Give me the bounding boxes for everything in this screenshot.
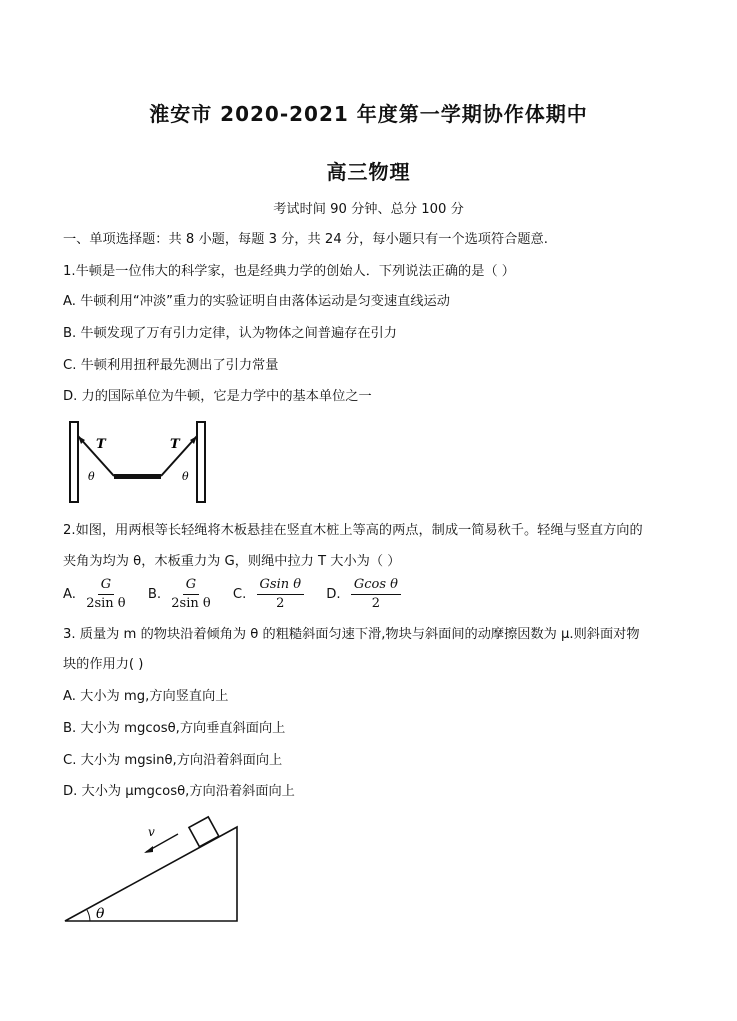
left-post — [70, 422, 78, 502]
q3-option-d: D. 大小为 μmgcosθ,方向沿着斜面向上 — [63, 784, 295, 799]
q3-stem-line1: 3. 质量为 m 的物块沿着倾角为 θ 的粗糙斜面匀速下滑,物块与斜面间的动摩擦因数为 μ.则斜面对物 — [63, 627, 640, 642]
velocity-label: v — [148, 825, 155, 839]
document-title: 淮安市 2020-2021 年度第一学期协作体期中 — [149, 102, 588, 126]
q2-option-c-den: 2 — [276, 596, 285, 611]
right-post — [197, 422, 205, 502]
q2-option-b-letter: B. — [147, 587, 162, 602]
q2-option-d-fraction — [351, 577, 401, 611]
q2-option-b — [147, 577, 221, 611]
left-angle-label: θ — [88, 470, 95, 483]
angle-arc — [87, 910, 90, 921]
q2-option-b-fraction — [171, 577, 210, 611]
incline-angle-label: θ — [96, 906, 105, 922]
swing-board — [114, 474, 161, 479]
q2-options — [63, 577, 407, 613]
q2-option-a — [63, 577, 136, 611]
q3-stem-line2: 块的作用力( ) — [63, 657, 144, 672]
q3-option-c: C. 大小为 mgsinθ,方向沿着斜面向上 — [63, 753, 283, 768]
q2-option-c-num: Gsin θ — [257, 577, 305, 595]
q1-option-d: D. 力的国际单位为牛顿，它是力学中的基本单位之一 — [63, 389, 372, 404]
q2-option-b-den: 2sin θ — [171, 596, 211, 611]
q2-stem-line2: 夹角为均为 θ，木板重力为 G，则绳中拉力 T 大小为（ ） — [63, 554, 401, 569]
q2-option-c — [232, 577, 314, 611]
q2-option-d-letter: D. — [326, 587, 341, 602]
q2-option-d-den: 2 — [371, 596, 381, 611]
q3-option-a: A. 大小为 mg,方向竖直向上 — [63, 689, 229, 704]
q2-option-c-fraction — [257, 577, 305, 611]
document-subtitle: 高三物理 — [326, 160, 411, 184]
left-tension-label: T — [96, 437, 106, 452]
sliding-block — [189, 817, 219, 847]
q1-stem: 1.牛顿是一位伟大的科学家，也是经典力学的创始人．下列说法正确的是（ ） — [63, 264, 515, 279]
q2-option-a-num: G — [98, 577, 114, 595]
exam-info: 考试时间 90 分钟、总分 100 分 — [273, 202, 464, 217]
q2-stem-line1: 2.如图，用两根等长轻绳将木板悬挂在竖直木桩上等高的两点，制成一简易秋千。轻绳与竖直方向的 — [63, 523, 643, 538]
q1-option-a: A. 牛顿利用“冲淡”重力的实验证明自由落体运动是匀变速直线运动 — [63, 294, 450, 309]
q1-option-c: C. 牛顿利用扭秤最先测出了引力常量 — [63, 358, 279, 373]
q2-option-a-letter: A. — [63, 587, 76, 602]
right-angle-label: θ — [182, 470, 189, 483]
q3-option-b: B. 大小为 mgcosθ,方向垂直斜面向上 — [63, 721, 286, 736]
q1-option-b: B. 牛顿发现了万有引力定律，认为物体之间普遍存在引力 — [63, 326, 397, 341]
section-heading: 一、单项选择题：共 8 小题，每题 3 分，共 24 分，每小题只有一个选项符合题意. — [63, 232, 548, 247]
q2-option-a-den: 2sin θ — [86, 596, 126, 611]
q2-option-a-fraction — [86, 577, 125, 611]
right-tension-label: T — [170, 437, 180, 452]
q2-option-b-num: G — [183, 577, 199, 595]
q2-option-d-num: Gcos θ — [351, 577, 401, 595]
incline-figure — [60, 810, 245, 928]
velocity-arrowhead — [144, 846, 153, 853]
q2-option-d — [326, 577, 407, 611]
q2-option-c-letter: C. — [232, 587, 247, 602]
swing-figure — [62, 418, 217, 506]
